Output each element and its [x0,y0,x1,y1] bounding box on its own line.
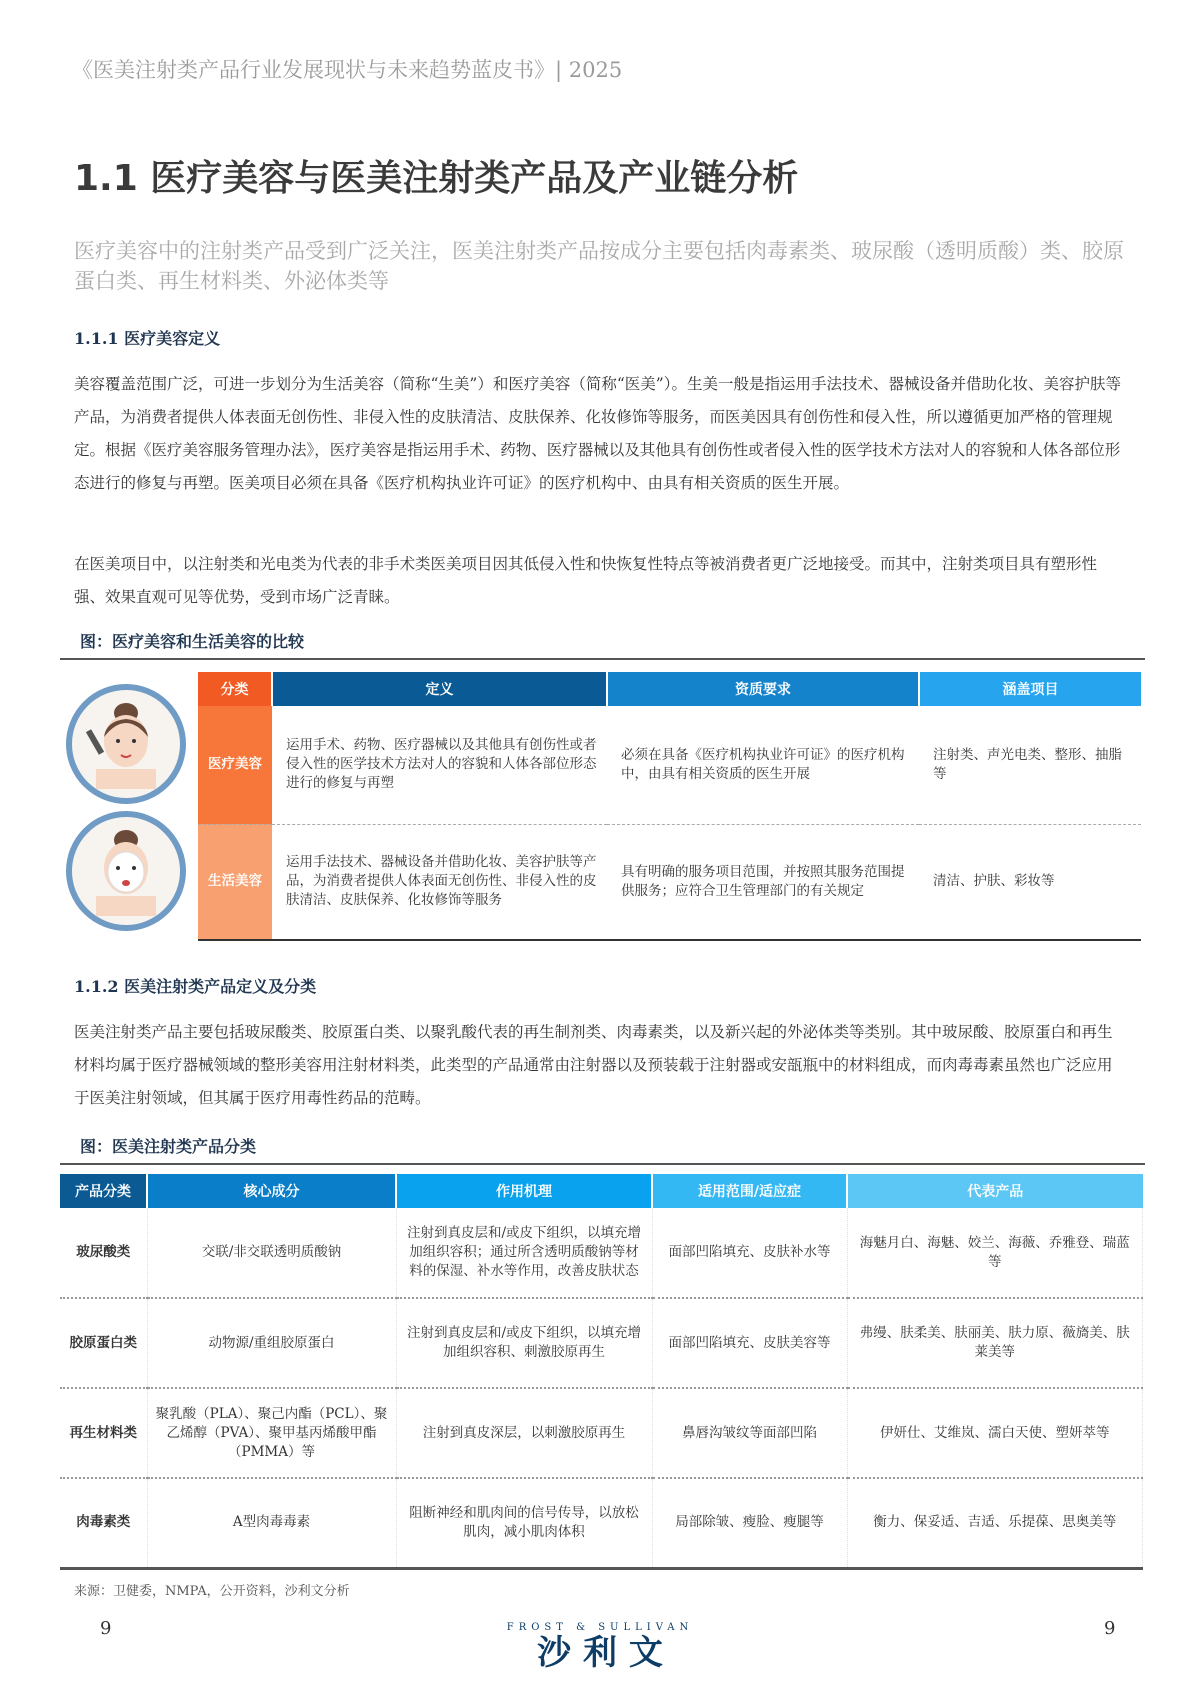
page-number-left: 9 [100,1618,112,1639]
table-cell: A型肉毒毒素 [147,1478,396,1568]
figure-caption: 图：医疗美容和生活美容的比较 [80,632,305,651]
table-cell: 局部除皱、瘦脸、瘦腿等 [652,1478,847,1568]
table-cell: 衡力、保妥适、吉适、乐提葆、思奥美等 [847,1478,1143,1568]
category-cell: 肉毒素类 [60,1478,147,1568]
column-header: 产品分类 [60,1174,147,1208]
figure-caption: 图：医美注射类产品分类 [80,1137,257,1156]
table-cell: 具有明确的服务项目范围，并按照其服务范围提供服务；应符合卫生管理部门的有关规定 [621,863,905,899]
table-cell: 面部凹陷填充、皮肤补水等 [652,1208,847,1298]
column-header: 代表产品 [847,1174,1143,1208]
paragraph: 美容覆盖范围广泛，可进一步划分为生活美容（简称“生美”）和医疗美容（简称“医美”）。生美一般是指运用手法技术、器械设备并借助化妆、美容护肤等产品，为消费者提供人体表面无创伤性、非侵入性的皮肤清洁、皮肤保养、化妆修饰等服务，而医美因具有创伤性和侵入性，所以遵循更加严格的管理规定。根据《医疗美容服务管理办法》，医疗美容是指运用手术、药物、医疗器械以及其他具有创伤性或者侵入性的医学技术方法对人的容貌和人体各部位形态进行的修复与再塑。医美项目必须在具备《医疗机构执业许可证》的医疗机构中、由具有相关资质的医生开展。 [74,375,1121,492]
table-cell: 伊妍仕、艾维岚、濡白天使、塑妍萃等 [847,1388,1143,1478]
table-cell: 清洁、护肤、彩妆等 [933,873,1055,890]
table-cell: 交联/非交联透明质酸钠 [147,1208,396,1298]
table-row [60,1388,1143,1478]
subsection-heading: 1.1.2 医美注射类产品定义及分类 [74,977,317,996]
table-cell: 聚乳酸（PLA）、聚己内酯（PCL）、聚乙烯醇（PVA）、聚甲基丙烯酸甲酯（PMMA）等 [147,1388,396,1478]
category-cell: 胶原蛋白类 [60,1298,147,1388]
page-number-right: 9 [1104,1618,1116,1639]
column-header: 资质要求 [607,672,919,706]
source-note: 来源：卫健委，NMPA，公开资料，沙利文分析 [74,1584,350,1599]
document-header: 《医美注射类产品行业发展现状与未来趋势蓝皮书》| 2025 [72,58,623,82]
table-cell: 注射类、声光电类、整形、抽脂等 [933,746,1122,782]
logo-english: FROST & SULLIVAN [506,1622,694,1633]
column-header: 适用范围/适应症 [652,1174,847,1208]
logo-chinese: 沙 利 文 [537,1633,663,1673]
paragraph: 医美注射类产品主要包括玻尿酸类、胶原蛋白类、以聚乳酸代表的再生制剂类、肉毒素类，以及新兴起的外泌体类等类别。其中玻尿酸、胶原蛋白和再生材料均属于医疗器械领域的整形美容用注射材料类，此类型的产品通常由注射器以及预装载于注射器或安瓿瓶中的材料组成，而肉毒毒素虽然也广泛应用于医美注射领域，但其属于医疗用毒性药品的范畴。 [74,1023,1113,1107]
table-cell: 注射到真皮层和/或皮下组织，以填充增加组织容积、刺激胶原再生 [396,1298,652,1388]
column-header: 涵盖项目 [919,672,1141,706]
category-cell: 医疗美容 [198,706,272,824]
table-cell: 注射到真皮层和/或皮下组织，以填充增加组织容积；通过所含透明质酸钠等材料的保湿、补水等作用，改善皮肤状态 [396,1208,652,1298]
daily-beauty-illustration [66,811,186,931]
table-row [198,706,1141,824]
frost-sullivan-logo [500,1622,700,1673]
column-header: 核心成分 [147,1174,396,1208]
beauty-comparison-table [198,672,1141,941]
section-title: 1.1 医疗美容与医美注射类产品及产业链分析 [74,158,799,199]
table-cell: 动物源/重组胶原蛋白 [147,1298,396,1388]
table-row [198,824,1141,940]
column-header: 作用机理 [396,1174,652,1208]
table-row [60,1208,1143,1298]
table-cell: 运用手法技术、器械设备并借助化妆、美容护肤等产品，为消费者提供人体表面无创伤性、非侵入性的皮肤清洁、皮肤保养、化妆修饰等服务 [286,854,597,909]
table-cell: 运用手术、药物、医疗器械以及其他具有创伤性或者侵入性的医学技术方法对人的容貌和人体各部位形态进行的修复与再塑 [286,737,597,792]
paragraph: 在医美项目中，以注射类和光电类为代表的非手术类医美项目因其低侵入性和快恢复性特点等被消费者更广泛地接受。而其中，注射类项目具有塑形性强、效果直观可见等优势，受到市场广泛青睐。 [74,555,1098,606]
injectable-classification-table [60,1174,1143,1570]
table-cell: 注射到真皮深层，以刺激胶原再生 [396,1388,652,1478]
divider [60,1163,1145,1165]
table-row [60,1478,1143,1568]
category-cell: 玻尿酸类 [60,1208,147,1298]
divider [60,658,1145,660]
medical-beauty-illustration [66,684,186,804]
category-cell: 再生材料类 [60,1388,147,1478]
table-cell: 弗缦、肤柔美、肤丽美、肤力原、薇旖美、肤莱美等 [847,1298,1143,1388]
table-cell: 面部凹陷填充、皮肤美容等 [652,1298,847,1388]
column-header: 定义 [272,672,607,706]
subsection-heading: 1.1.1 医疗美容定义 [74,329,221,348]
table-cell: 鼻唇沟皱纹等面部凹陷 [652,1388,847,1478]
section-subtitle: 医疗美容中的注射类产品受到广泛关注，医美注射类产品按成分主要包括肉毒素类、玻尿酸（透明质酸）类、胶原蛋白类、再生材料类、外泌体类等 [74,239,1124,293]
table-cell: 阻断神经和肌肉间的信号传导，以放松肌肉，减小肌肉体积 [396,1478,652,1568]
table-cell: 海魅月白、海魅、姣兰、海薇、乔雅登、瑞蓝等 [847,1208,1143,1298]
column-header: 分类 [198,672,272,706]
category-cell: 生活美容 [198,824,272,940]
table-row [60,1298,1143,1388]
table-cell: 必须在具备《医疗机构执业许可证》的医疗机构中，由具有相关资质的医生开展 [621,746,905,782]
